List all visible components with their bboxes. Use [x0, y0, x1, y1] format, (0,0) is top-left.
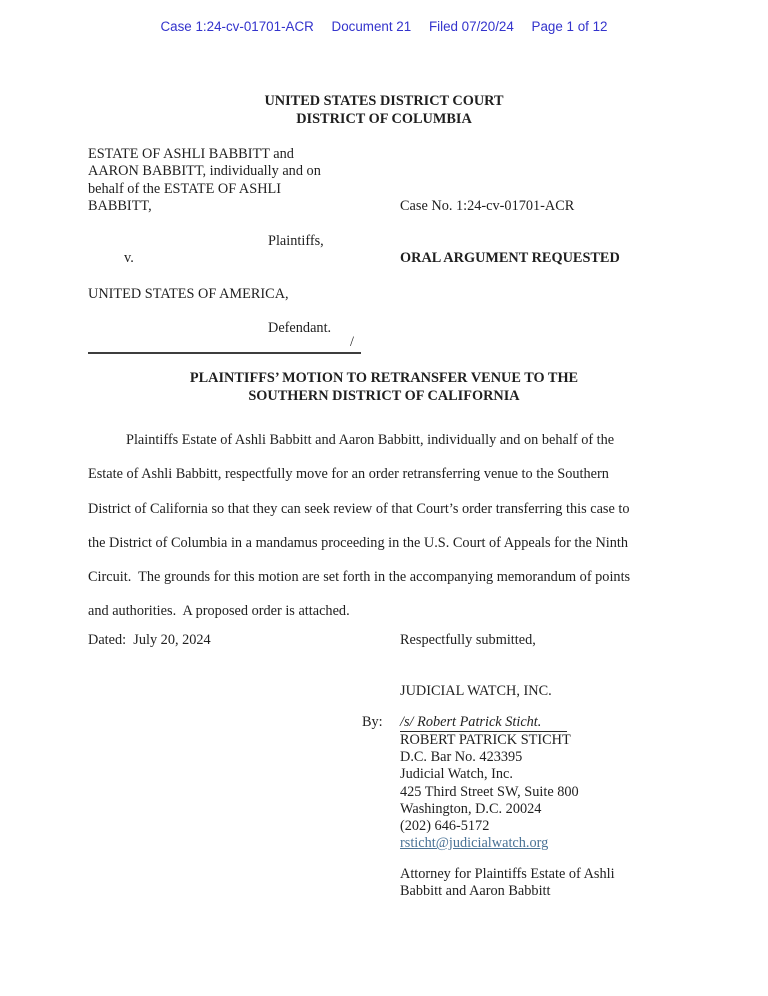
attorney-for-note — [400, 866, 615, 900]
motion-body — [88, 423, 630, 629]
plaintiff-line: behalf of the ESTATE OF ASHLI — [88, 180, 282, 197]
court-heading — [0, 93, 768, 128]
body-line: and authorities. A proposed order is attached. — [88, 603, 350, 620]
plaintiff-party-block — [88, 146, 321, 215]
stamp-case-number: Case 1:24-cv-01701-ACR — [160, 19, 314, 34]
stamp-filed-date: Filed 07/20/24 — [428, 19, 514, 34]
attorney-street-address: 425 Third Street SW, Suite 800 — [400, 783, 579, 800]
electronic-signature: /s/ Robert Patrick Sticht. — [400, 714, 567, 732]
court-name: UNITED STATES DISTRICT COURT — [264, 93, 504, 109]
case-number: Case No. 1:24-cv-01701-ACR — [400, 198, 575, 214]
attorney-firm: Judicial Watch, Inc. — [400, 766, 513, 783]
body-line: the District of Columbia in a mandamus proceeding in the U.S. Court of Appeals for the Ninth — [88, 534, 629, 551]
plaintiff-line: ESTATE OF ASHLI BABBITT and — [88, 146, 294, 162]
body-line: Estate of Ashli Babbitt, respectfully move for an order retransferring venue to the Southern — [88, 466, 609, 483]
court-district: DISTRICT OF COLUMBIA — [296, 110, 472, 127]
body-line: District of California so that they can seek review of that Court’s order transferring this case to — [88, 500, 630, 517]
attorney-contact-block — [400, 732, 579, 852]
body-line: Plaintiffs Estate of Ashli Babbitt and Aaron Babbitt, individually and on behalf of the — [126, 432, 615, 448]
plaintiff-line: AARON BABBITT, individually and on — [88, 163, 321, 180]
attorney-for-line: Attorney for Plaintiffs Estate of Ashli — [400, 866, 615, 882]
firm-name: JUDICIAL WATCH, INC. — [400, 683, 552, 699]
attorney-email-link[interactable]: rsticht@judicialwatch.org — [400, 835, 549, 852]
attorney-bar-number: D.C. Bar No. 423395 — [400, 749, 523, 766]
stamp-document-number: Document 21 — [331, 19, 412, 34]
stamp-page-number: Page 1 of 12 — [531, 19, 608, 34]
attorney-for-line: Babbitt and Aaron Babbitt — [400, 883, 551, 900]
attorney-phone: (202) 646-5172 — [400, 818, 490, 835]
caption-slash: / — [350, 334, 354, 350]
caption-divider — [88, 352, 361, 354]
defendant-label: Defendant. — [268, 320, 332, 336]
plaintiffs-label: Plaintiffs, — [268, 233, 324, 249]
attorney-name: ROBERT PATRICK STICHT — [400, 732, 571, 748]
versus-label: v. — [124, 250, 134, 266]
by-label: By: — [362, 714, 383, 730]
defendant-name: UNITED STATES OF AMERICA, — [88, 286, 289, 302]
oral-argument-notice: ORAL ARGUMENT REQUESTED — [400, 250, 620, 266]
motion-title-line: SOUTHERN DISTRICT OF CALIFORNIA — [248, 387, 520, 404]
motion-title-line: PLAINTIFFS’ MOTION TO RETRANSFER VENUE TO THE — [189, 370, 579, 386]
plaintiff-line: BABBITT, — [88, 197, 152, 214]
dated-line: Dated: July 20, 2024 — [88, 632, 211, 648]
motion-title — [0, 370, 768, 405]
attorney-city-state-zip: Washington, D.C. 20024 — [400, 800, 542, 817]
body-line: Circuit. The grounds for this motion are set forth in the accompanying memorandum of points — [88, 569, 631, 586]
ecf-stamp-header — [0, 19, 768, 34]
respectfully-submitted: Respectfully submitted, — [400, 632, 536, 648]
